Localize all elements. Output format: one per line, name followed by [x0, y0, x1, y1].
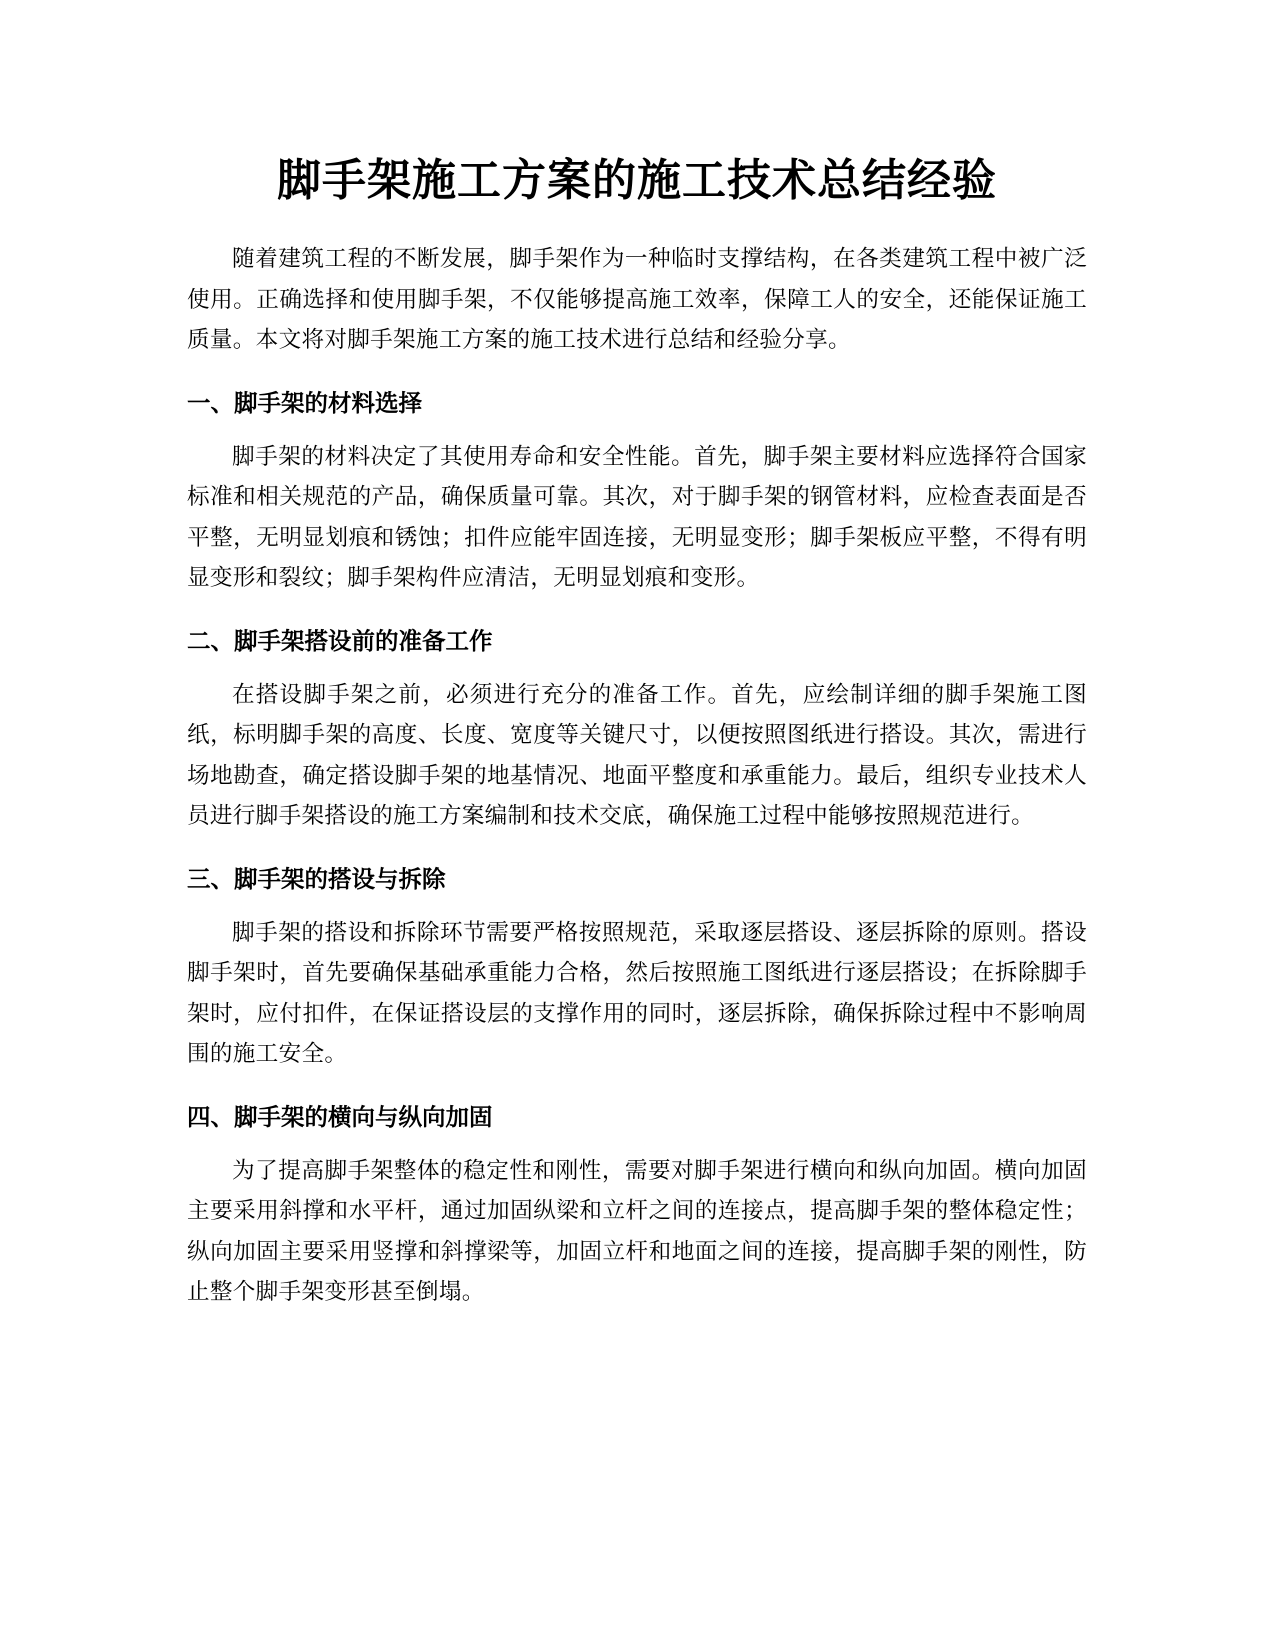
section-paragraph: 在搭设脚手架之前，必须进行充分的准备工作。首先，应绘制详细的脚手架施工图纸，标明脚手架的高度、长度、宽度等关键尺寸，以便按照图纸进行搭设。其次，需进行场地勘查，确定搭设脚手架的地基情况、地面平整度和承重能力。最后，组织专业技术人员进行脚手架搭设的施工方案编制和技术交底，确保施工过程中能够按照规范进行。: [187, 681, 1087, 829]
section-heading: 二、脚手架搭设前的准备工作: [187, 626, 493, 655]
section-heading: 三、脚手架的搭设与拆除: [187, 864, 446, 893]
section-paragraph: 脚手架的搭设和拆除环节需要严格按照规范，采取逐层搭设、逐层拆除的原则。搭设脚手架时，首先要确保基础承重能力合格，然后按照施工图纸进行逐层搭设；在拆除脚手架时，应付扣件，在保证搭设层的支撑作用的同时，逐层拆除，确保拆除过程中不影响周围的施工安全。: [187, 919, 1087, 1067]
section-erection-dismantling: [187, 859, 1087, 1075]
intro-paragraph: 随着建筑工程的不断发展，脚手架作为一种临时支撑结构，在各类建筑工程中被广泛使用。正确选择和使用脚手架，不仅能够提高施工效率，保障工人的安全，还能保证施工质量。本文将对脚手架施工方案的施工技术进行总结和经验分享。: [187, 246, 1087, 353]
section-reinforcement: [187, 1097, 1087, 1313]
section-material-selection: [187, 383, 1087, 599]
section-paragraph: 为了提高脚手架整体的稳定性和刚性，需要对脚手架进行横向和纵向加固。横向加固主要采用斜撑和水平杆，通过加固纵梁和立杆之间的连接点，提高脚手架的整体稳定性；纵向加固主要采用竖撑和斜撑梁等，加固立杆和地面之间的连接，提高脚手架的刚性，防止整个脚手架变形甚至倒塌。: [187, 1157, 1087, 1305]
section-heading: 一、脚手架的材料选择: [187, 388, 422, 417]
section-preparation: [187, 621, 1087, 837]
document-page: [187, 148, 1087, 1313]
section-heading: 四、脚手架的横向与纵向加固: [187, 1102, 493, 1131]
document-title: 脚手架施工方案的施工技术总结经验: [277, 155, 997, 206]
section-paragraph: 脚手架的材料决定了其使用寿命和安全性能。首先，脚手架主要材料应选择符合国家标准和相关规范的产品，确保质量可靠。其次，对于脚手架的钢管材料，应检查表面是否平整，无明显划痕和锈蚀；扣件应能牢固连接，无明显变形；脚手架板应平整，不得有明显变形和裂纹；脚手架构件应清洁，无明显划痕和变形。: [187, 443, 1087, 591]
